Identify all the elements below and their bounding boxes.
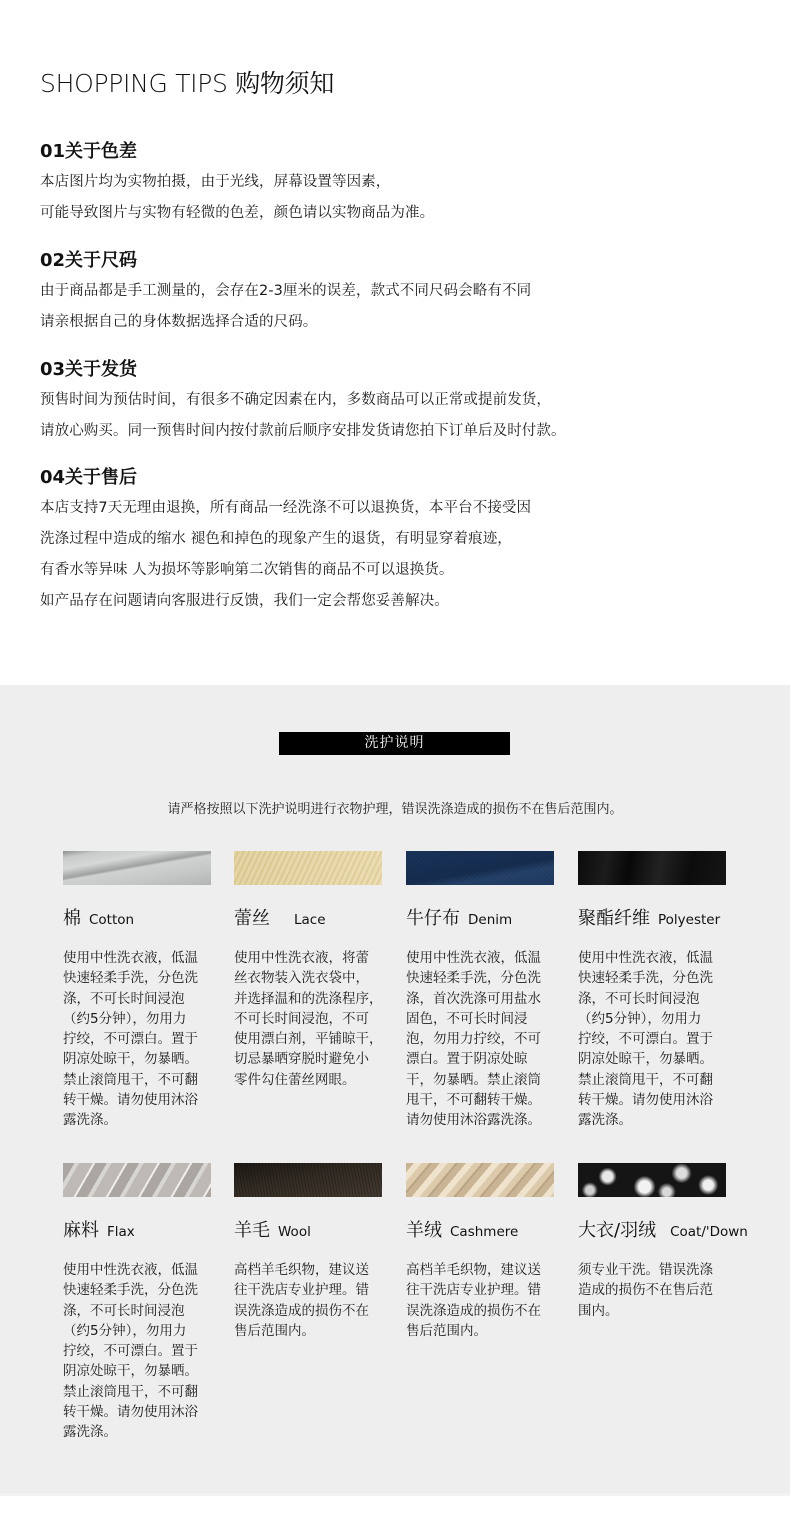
fabric-name-zh: 蕾丝 bbox=[234, 908, 270, 929]
desc-line: 误洗涤造成的损伤不在 bbox=[406, 1302, 541, 1319]
lace-swatch-image bbox=[234, 851, 382, 885]
tip-shipping bbox=[40, 357, 566, 447]
desc-line: 不可长时间浸泡，不可 bbox=[234, 1010, 369, 1027]
desc-line: 并选择温和的洗涤程序， bbox=[234, 990, 383, 1007]
desc-line: 阴凉处晾干，勿暴晒。 bbox=[63, 1363, 198, 1380]
desc-line: 转干燥。请勿使用沐浴 bbox=[578, 1092, 713, 1109]
desc-line: 快速轻柔手洗，分色洗 bbox=[63, 970, 198, 987]
tip-heading: 03关于发货 bbox=[40, 359, 138, 380]
desc-line: 丝衣物装入洗衣袋中， bbox=[234, 970, 369, 987]
desc-line: 涤，不可长时间浸泡 bbox=[578, 990, 700, 1007]
desc-line: 涤，不可长时间浸泡 bbox=[63, 1302, 185, 1319]
desc-line: 快速轻柔手洗，分色洗 bbox=[406, 970, 541, 987]
care-notice: 请严格按照以下洗护说明进行衣物护理，错误洗涤造成的损伤不在售后范围内。 bbox=[167, 802, 623, 817]
desc-line: 误洗涤造成的损伤不在 bbox=[234, 1302, 369, 1319]
desc-line: 阴凉处晾干，勿暴晒。 bbox=[63, 1051, 198, 1068]
tip-heading: 01关于色差 bbox=[40, 141, 138, 162]
desc-line: 甩干，不可翻转干燥。 bbox=[406, 1092, 541, 1109]
desc-line: 快速轻柔手洗，分色洗 bbox=[63, 1282, 198, 1299]
tip-heading: 02关于尺码 bbox=[40, 250, 138, 271]
desc-line: 露洗涤。 bbox=[63, 1424, 117, 1441]
fabric-description bbox=[578, 948, 728, 1131]
desc-line: （约5分钟），勿用力 bbox=[578, 1010, 702, 1027]
care-banner: 洗护说明 bbox=[279, 732, 510, 755]
desc-line: 高档羊毛织物，建议送 bbox=[234, 1262, 369, 1278]
polyester-swatch-image bbox=[578, 851, 726, 885]
tip-text: 本店支持7天无理由退换，所有商品一经洗涤不可以退换货，本平台不接受因 bbox=[40, 500, 532, 516]
desc-line: 涤，不可长时间浸泡 bbox=[63, 990, 185, 1007]
desc-line: 高档羊毛织物，建议送 bbox=[406, 1262, 541, 1278]
desc-line: 禁止滚筒甩干，不可翻 bbox=[63, 1071, 198, 1088]
desc-line: 转干燥。请勿使用沐浴 bbox=[63, 1092, 198, 1109]
desc-line: 露洗涤。 bbox=[578, 1112, 632, 1129]
fabric-name-zh: 棉 bbox=[63, 908, 81, 929]
tip-text: 洗涤过程中造成的缩水 褪色和掉色的现象产生的退货，有明显穿着痕迹， bbox=[40, 531, 512, 547]
fabric-name-zh: 聚酯纤维 bbox=[578, 908, 650, 929]
desc-line: 使用中性洗衣液，低温 bbox=[406, 950, 541, 966]
desc-line: 使用中性洗衣液，低温 bbox=[63, 950, 198, 966]
fabric-name bbox=[63, 1219, 135, 1244]
fabric-name bbox=[234, 907, 326, 932]
cotton-swatch-image bbox=[63, 851, 211, 885]
desc-line: 使用中性洗衣液，将蕾 bbox=[234, 950, 369, 966]
desc-line: 使用中性洗衣液，低温 bbox=[63, 1262, 198, 1278]
desc-line: 转干燥。请勿使用沐浴 bbox=[63, 1404, 198, 1421]
desc-line: 干，勿暴晒。禁止滚筒 bbox=[406, 1071, 541, 1088]
tip-text: 由于商品都是手工测量的，会存在2-3厘米的误差，款式不同尺码会略有不同 bbox=[40, 283, 532, 299]
tip-size bbox=[40, 248, 531, 338]
wool-swatch-image bbox=[234, 1163, 382, 1197]
desc-line: 泡，勿用力拧绞，不可 bbox=[406, 1031, 541, 1048]
fabric-description bbox=[406, 948, 556, 1131]
fabric-name-en: Denim bbox=[468, 912, 513, 928]
tip-text: 如产品存在问题请向客服进行反馈，我们一定会帮您妥善解决。 bbox=[40, 593, 449, 609]
fabric-description bbox=[578, 1260, 728, 1321]
fabric-name-en: Lace bbox=[294, 912, 326, 928]
tip-text: 有香水等异味 人为损坏等影响第二次销售的商品不可以退换货。 bbox=[40, 562, 454, 578]
tip-text: 预售时间为预估时间，有很多不确定因素在内，多数商品可以正常或提前发货， bbox=[40, 392, 551, 408]
desc-line: 零件勾住蕾丝网眼。 bbox=[234, 1071, 356, 1088]
fabric-name-en: Flax bbox=[107, 1224, 135, 1240]
fabric-name bbox=[63, 907, 134, 932]
desc-line: 漂白。置于阴凉处晾 bbox=[406, 1051, 528, 1068]
desc-line: 使用漂白剂，平铺晾干， bbox=[234, 1031, 383, 1048]
desc-line: 拧绞，不可漂白。置于 bbox=[63, 1343, 198, 1360]
fabric-name-en: Cotton bbox=[89, 912, 135, 928]
desc-line: 阴凉处晾干，勿暴晒。 bbox=[578, 1051, 713, 1068]
divider bbox=[0, 1493, 790, 1496]
fabric-name bbox=[406, 1219, 518, 1244]
fabric-name-en: Wool bbox=[278, 1224, 311, 1240]
tip-text: 本店图片均为实物拍摄，由于光线，屏幕设置等因素， bbox=[40, 174, 391, 190]
flax-swatch-image bbox=[63, 1163, 211, 1197]
desc-line: 围内。 bbox=[578, 1302, 619, 1319]
fabric-description bbox=[63, 948, 213, 1131]
desc-line: 禁止滚筒甩干，不可翻 bbox=[578, 1071, 713, 1088]
desc-line: 造成的损伤不在售后范 bbox=[578, 1282, 713, 1299]
fabric-name bbox=[578, 1219, 748, 1244]
desc-line: 使用中性洗衣液，低温 bbox=[578, 950, 713, 966]
cashmere-swatch-image bbox=[406, 1163, 554, 1197]
fabric-name-zh: 羊毛 bbox=[234, 1220, 270, 1241]
fabric-description bbox=[234, 1260, 384, 1341]
fabric-description bbox=[406, 1260, 556, 1341]
fabric-name bbox=[406, 907, 512, 932]
down-swatch-image bbox=[578, 1163, 726, 1197]
desc-line: 拧绞，不可漂白。置于 bbox=[578, 1031, 713, 1048]
fabric-name-zh: 羊绒 bbox=[406, 1220, 442, 1241]
fabric-name-zh: 麻料 bbox=[63, 1220, 99, 1241]
tip-heading: 04关于售后 bbox=[40, 467, 138, 488]
desc-line: 快速轻柔手洗，分色洗 bbox=[578, 970, 713, 987]
tip-after-sales bbox=[40, 465, 531, 617]
fabric-name-zh: 牛仔布 bbox=[406, 908, 460, 929]
desc-line: 禁止滚筒甩干，不可翻 bbox=[63, 1383, 198, 1400]
tip-color-difference bbox=[40, 139, 434, 229]
desc-line: 往干洗店专业护理。错 bbox=[234, 1282, 369, 1299]
fabric-description bbox=[63, 1260, 213, 1443]
page-title: SHOPPING TIPS 购物须知 bbox=[40, 69, 335, 98]
fabric-name-zh: 大衣/羽绒 bbox=[578, 1220, 657, 1241]
desc-line: 切忌暴晒穿脱时避免小 bbox=[234, 1051, 369, 1068]
desc-line: 固色，不可长时间浸 bbox=[406, 1010, 528, 1027]
desc-line: 涤，首次洗涤可用盐水 bbox=[406, 990, 541, 1007]
fabric-name-en: Cashmere bbox=[450, 1224, 519, 1240]
fabric-name-en: Polyester bbox=[658, 912, 721, 928]
desc-line: 售后范围内。 bbox=[406, 1322, 487, 1339]
tip-text: 请放心购买。同一预售时间内按付款前后顺序安排发货请您拍下订单后及时付款。 bbox=[40, 423, 566, 439]
fabric-name bbox=[234, 1219, 311, 1244]
shopping-tips-section bbox=[0, 0, 790, 685]
desc-line: （约5分钟），勿用力 bbox=[63, 1010, 187, 1027]
fabric-name bbox=[578, 907, 720, 932]
desc-line: 拧绞，不可漂白。置于 bbox=[63, 1031, 198, 1048]
desc-line: 露洗涤。 bbox=[63, 1112, 117, 1129]
tip-text: 请亲根据自己的身体数据选择合适的尺码。 bbox=[40, 314, 318, 330]
fabric-name-en: Coat/'Down bbox=[670, 1224, 748, 1240]
fabric-description bbox=[234, 948, 384, 1090]
desc-line: 往干洗店专业护理。错 bbox=[406, 1282, 541, 1299]
desc-line: 售后范围内。 bbox=[234, 1322, 315, 1339]
desc-line: 请勿使用沐浴露洗涤。 bbox=[406, 1112, 541, 1129]
tip-text: 可能导致图片与实物有轻微的色差，颜色请以实物商品为准。 bbox=[40, 205, 435, 221]
denim-swatch-image bbox=[406, 851, 554, 885]
desc-line: 须专业干洗。错误洗涤 bbox=[578, 1262, 713, 1278]
desc-line: （约5分钟），勿用力 bbox=[63, 1322, 187, 1339]
care-instructions-section bbox=[0, 685, 790, 1493]
